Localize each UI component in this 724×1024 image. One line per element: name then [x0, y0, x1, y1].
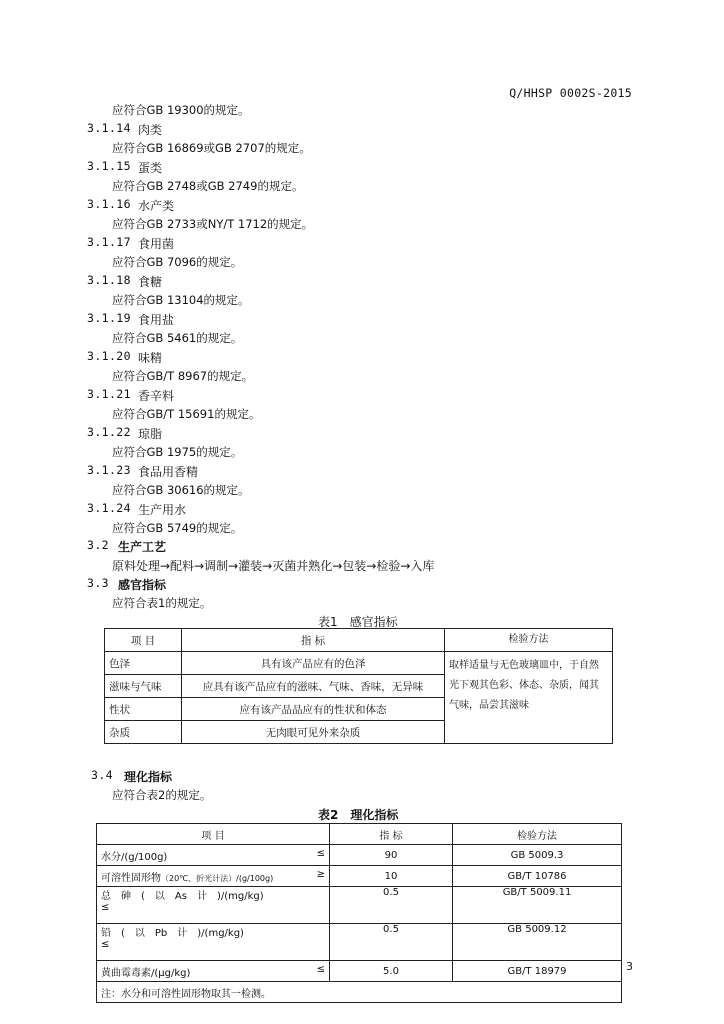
- comparison-symbol: ≥: [316, 868, 325, 880]
- clause-title: 食用盐: [138, 313, 175, 327]
- header-cell: 项 目: [97, 824, 330, 845]
- clause-number: 3.1.19: [87, 311, 131, 325]
- section-3-2-heading: [0, 538, 724, 556]
- intro-line: 应符合GB 19300的规定。: [112, 103, 250, 117]
- process-flow: 原料处理→配料→调制→灌装→灭菌并熟化→包装→检验→入库: [112, 559, 435, 573]
- standard-code: Q/HHSP 0002S-2015: [509, 86, 632, 100]
- spec-cell: 无肉眼可见外来杂质: [182, 721, 445, 744]
- clause-text: 应符合GB 7096的规定。: [112, 255, 243, 269]
- value-cell: 10: [330, 866, 453, 887]
- value-cell: 5.0: [330, 961, 453, 982]
- item-cell: 色泽: [105, 652, 182, 675]
- table-row: [97, 866, 622, 887]
- sensory-table: [104, 628, 613, 744]
- comparison-symbol: ≤: [316, 847, 325, 859]
- clause-heading: [0, 121, 724, 139]
- page-number: 3: [626, 960, 633, 973]
- item-cell: [97, 961, 330, 982]
- clause-heading: [0, 197, 724, 215]
- clause-title: 食糖: [138, 275, 163, 289]
- clause-text: 应符合GB 2748或GB 2749的规定。: [112, 179, 304, 193]
- value-cell: 0.5: [330, 887, 453, 924]
- clause-title: 食品用香精: [138, 465, 199, 479]
- clause-text: 应符合GB 30616的规定。: [112, 483, 250, 497]
- item-label: 总 砷 ( 以 As 计 )/(mg/kg): [101, 891, 264, 902]
- section-title: 理化指标: [124, 770, 173, 784]
- header-cell: 检验方法: [445, 629, 613, 652]
- item-cell: [97, 887, 330, 924]
- clause-heading: [0, 387, 724, 405]
- item-label: 水分/(g/100g): [101, 851, 168, 863]
- clause-title: 水产类: [138, 199, 175, 213]
- section-number: 3.3: [87, 576, 109, 590]
- item-cell: 性状: [105, 698, 182, 721]
- section-text: 应符合表1的规定。: [112, 596, 212, 610]
- method-cell: GB 5009.12: [453, 924, 622, 961]
- clause-text: 应符合GB 16869或GB 2707的规定。: [112, 141, 311, 155]
- clause-heading: [0, 501, 724, 519]
- method-cell: GB/T 5009.11: [453, 887, 622, 924]
- table-row: [97, 845, 622, 866]
- section-title: 感官指标: [118, 578, 167, 592]
- clause-number: 3.1.24: [87, 501, 131, 515]
- clause-title: 蛋类: [138, 161, 163, 175]
- comparison-symbol: ≤: [101, 939, 110, 950]
- table-row: [97, 961, 622, 982]
- item-label: 黄曲霉毒素/(μg/kg): [101, 967, 191, 979]
- section-number: 3.4: [91, 768, 113, 782]
- method-cell: 取样适量与无色玻璃皿中，于自然光下观其色彩、体态、杂质，闻其气味，品尝其滋味: [445, 652, 613, 744]
- item-label: 铅 ( 以 Pb 计 )/(mg/kg): [101, 928, 244, 939]
- clause-text: 应符合GB 5749的规定。: [112, 521, 243, 535]
- method-cell: GB/T 10786: [453, 866, 622, 887]
- clause-heading: [0, 159, 724, 177]
- value-cell: 90: [330, 845, 453, 866]
- clause-number: 3.1.16: [87, 197, 131, 211]
- table-note-row: [97, 982, 622, 1003]
- clause-number: 3.1.17: [87, 235, 131, 249]
- clause-text: 应符合GB 13104的规定。: [112, 293, 250, 307]
- comparison-symbol: ≤: [101, 902, 110, 913]
- clause-number: 3.1.20: [87, 349, 131, 363]
- header-cell: 指 标: [330, 824, 453, 845]
- table-header-row: [97, 824, 622, 845]
- clause-number: 3.1.22: [87, 425, 131, 439]
- item-cell: [97, 924, 330, 961]
- item-cell: [97, 866, 330, 887]
- item-cell: [97, 845, 330, 866]
- table1-caption: 表1 感官指标: [318, 615, 398, 629]
- comparison-symbol: ≤: [316, 963, 325, 975]
- clause-number: 3.1.23: [87, 463, 131, 477]
- item-condition: （20℃、折光计法）/(g/100g): [161, 873, 274, 883]
- clause-number: 3.1.21: [87, 387, 131, 401]
- clause-heading: [0, 273, 724, 291]
- table-row: [97, 887, 622, 924]
- value-cell: 0.5: [330, 924, 453, 961]
- clause-title: 生产用水: [138, 503, 187, 517]
- table2-caption: 表2 理化指标: [318, 808, 399, 822]
- clause-number: 3.1.18: [87, 273, 131, 287]
- spec-cell: 具有该产品应有的色泽: [182, 652, 445, 675]
- section-number: 3.2: [87, 538, 109, 552]
- section-title: 生产工艺: [118, 540, 167, 554]
- section-text: 应符合表2的规定。: [112, 788, 212, 802]
- method-cell: GB/T 18979: [453, 961, 622, 982]
- clause-title: 香辛料: [138, 389, 175, 403]
- header-cell: 检验方法: [453, 824, 622, 845]
- table-row: [97, 924, 622, 961]
- spec-cell: 应具有该产品应有的滋味、气味、香味，无异味: [182, 675, 445, 698]
- table-note: 注：水分和可溶性固形物取其一检测。: [97, 982, 622, 1003]
- table-header-row: [105, 629, 613, 652]
- physicochemical-table: [96, 823, 622, 1003]
- clause-text: 应符合GB 2733或NY/T 1712的规定。: [112, 217, 314, 231]
- item-cell: 滋味与气味: [105, 675, 182, 698]
- clause-text: 应符合GB/T 8967的规定。: [112, 369, 254, 383]
- item-cell: 杂质: [105, 721, 182, 744]
- clause-title: 肉类: [138, 123, 163, 137]
- clause-text: 应符合GB/T 15691的规定。: [112, 407, 261, 421]
- clause-heading: [0, 425, 724, 443]
- clause-heading: [0, 463, 724, 481]
- method-cell: GB 5009.3: [453, 845, 622, 866]
- table-row: [105, 652, 613, 675]
- clause-number: 3.1.15: [87, 159, 131, 173]
- header-cell: 项 目: [105, 629, 182, 652]
- clause-title: 味精: [138, 351, 163, 365]
- clause-title: 琼脂: [138, 427, 163, 441]
- clause-text: 应符合GB 1975的规定。: [112, 445, 243, 459]
- header-cell: 指 标: [182, 629, 445, 652]
- clause-number: 3.1.14: [87, 121, 131, 135]
- item-label: 可溶性固形物: [101, 872, 161, 884]
- section-3-3-heading: [0, 576, 724, 594]
- clause-heading: [0, 311, 724, 329]
- clause-title: 食用菌: [138, 237, 175, 251]
- section-3-4-heading: [0, 768, 724, 786]
- spec-cell: 应有该产品品应有的性状和体态: [182, 698, 445, 721]
- clause-heading: [0, 235, 724, 253]
- clause-heading: [0, 349, 724, 367]
- clause-text: 应符合GB 5461的规定。: [112, 331, 243, 345]
